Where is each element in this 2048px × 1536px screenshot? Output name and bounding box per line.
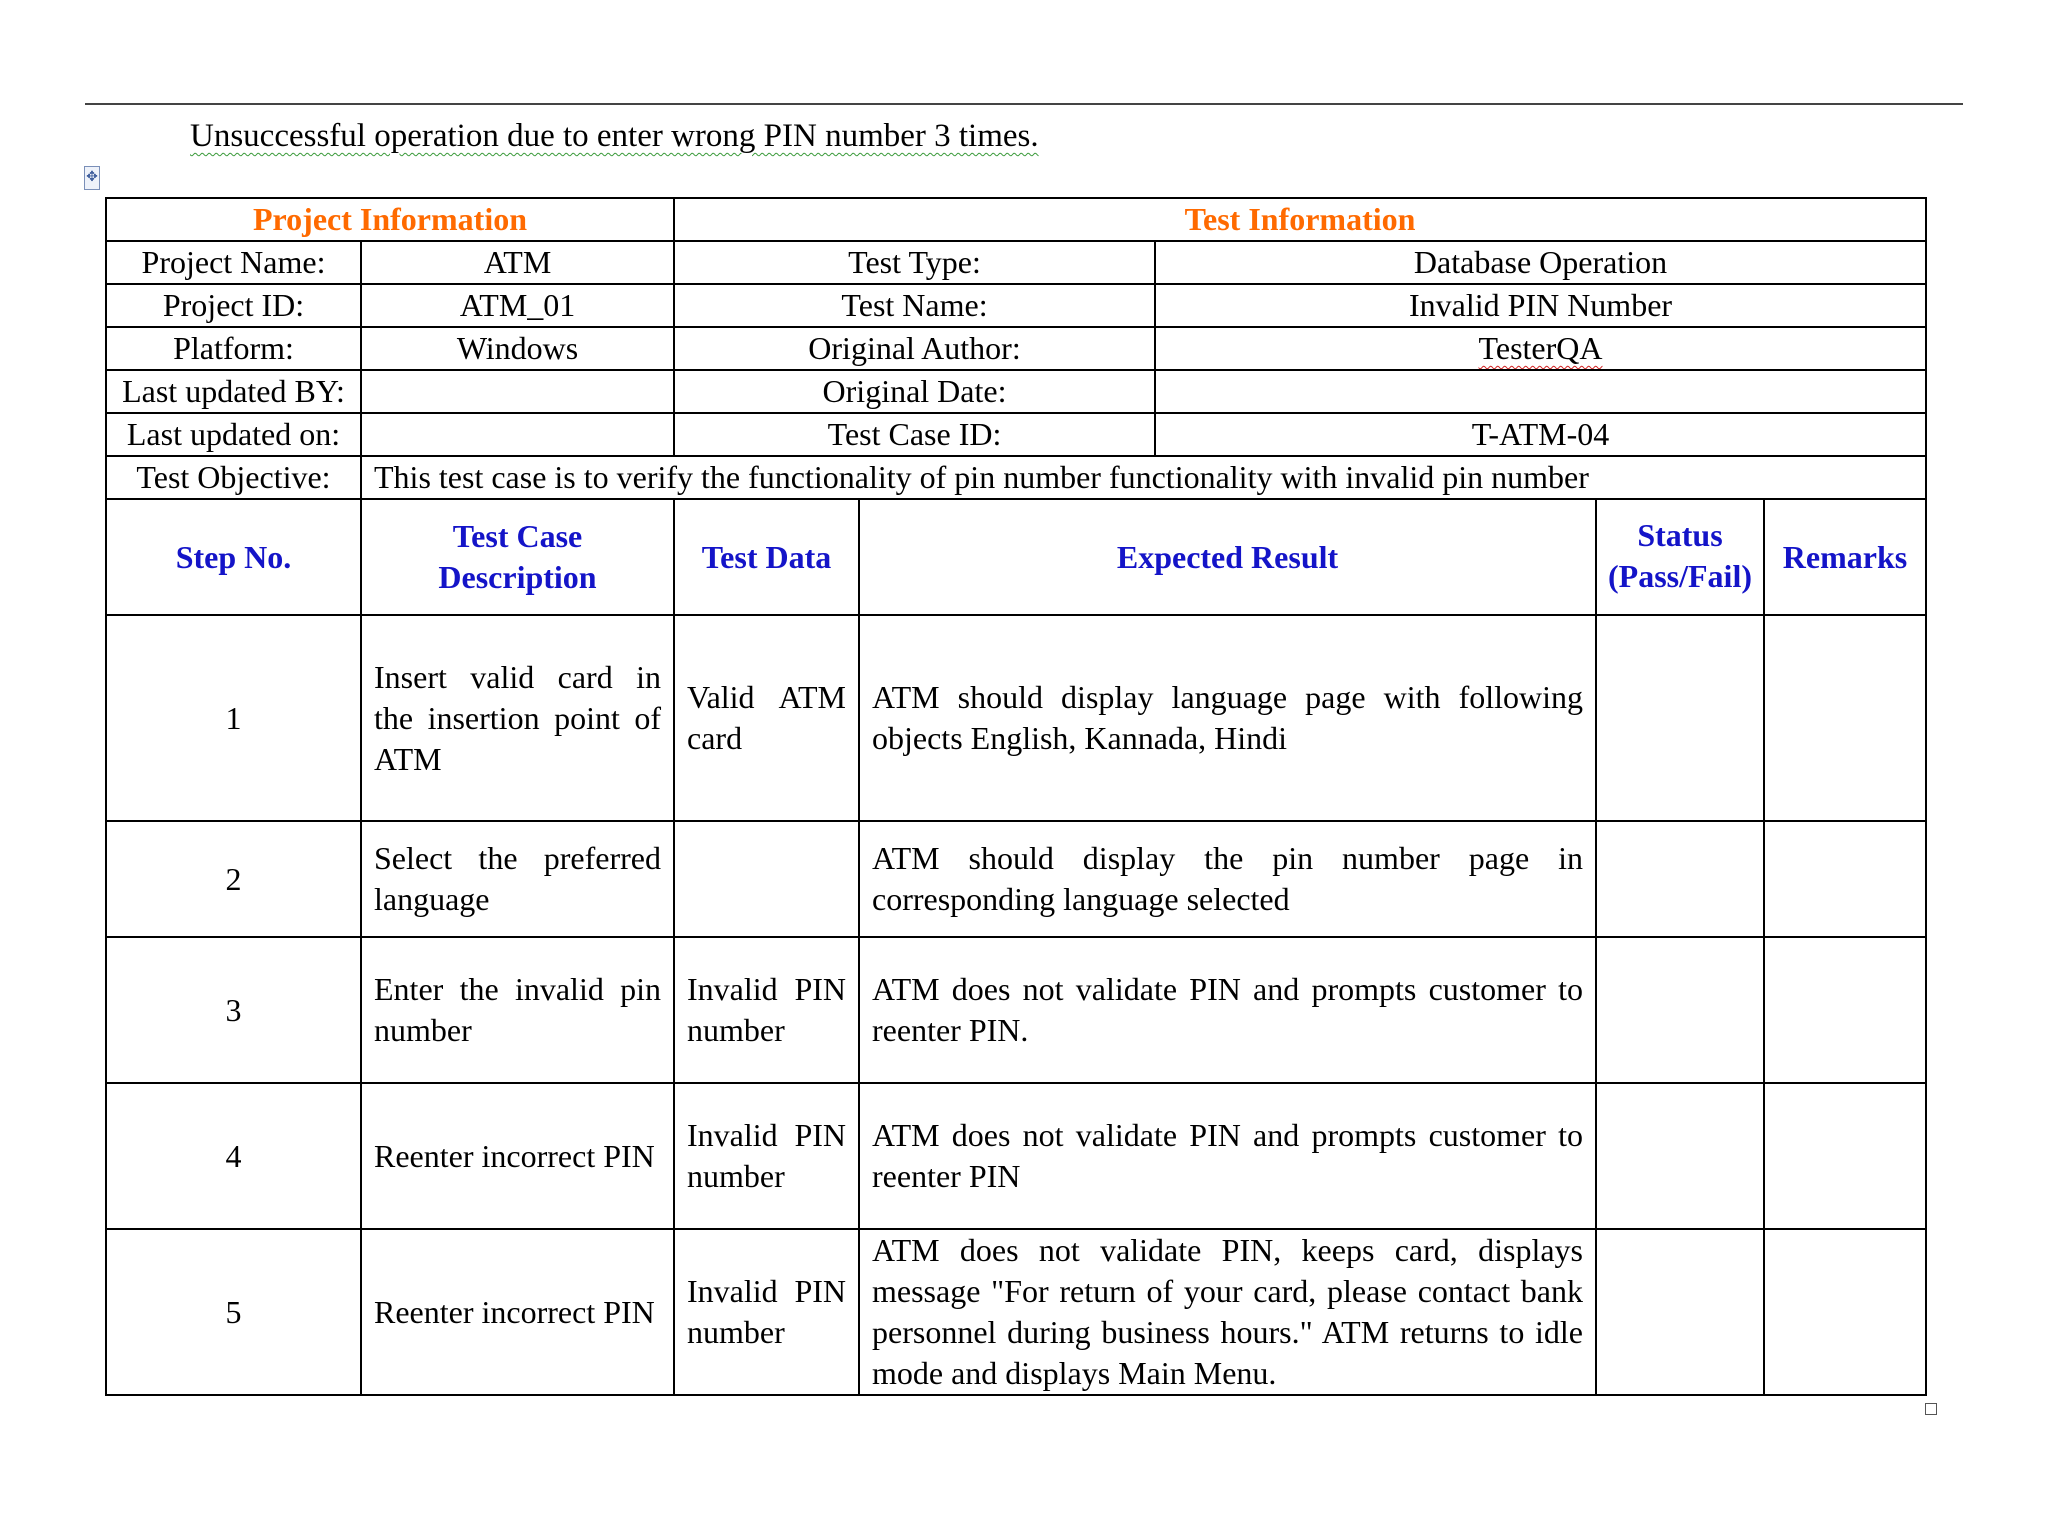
section-header-row: [106, 198, 1926, 241]
step-description: Select the preferred language: [361, 821, 674, 937]
column-header-test-data: Test Data: [674, 499, 859, 615]
original-author-label: Original Author:: [674, 327, 1155, 370]
project-id-label: Project ID:: [106, 284, 361, 327]
step-number: 5: [106, 1229, 361, 1395]
step-remarks: [1764, 615, 1926, 821]
table-row: [106, 937, 1926, 1083]
section-project-information: Project Information: [106, 198, 674, 241]
step-remarks: [1764, 821, 1926, 937]
step-expected-result: ATM should display the pin number page in corresponding language selected: [859, 821, 1596, 937]
step-test-data: Invalid PIN number: [674, 1083, 859, 1229]
last-updated-by-value: [361, 370, 674, 413]
project-name-value: ATM: [361, 241, 674, 284]
step-status: [1596, 937, 1764, 1083]
last-updated-on-label: Last updated on:: [106, 413, 361, 456]
table-resize-handle[interactable]: [1925, 1403, 1937, 1415]
table-move-handle-icon[interactable]: ✥: [84, 166, 100, 190]
step-remarks: [1764, 1229, 1926, 1395]
test-case-id-label: Test Case ID:: [674, 413, 1155, 456]
test-case-table: [105, 197, 1927, 1396]
step-remarks: [1764, 1083, 1926, 1229]
step-number: 3: [106, 937, 361, 1083]
platform-value: Windows: [361, 327, 674, 370]
original-date-value: [1155, 370, 1926, 413]
step-description: Reenter incorrect PIN: [361, 1229, 674, 1395]
last-updated-on-value: [361, 413, 674, 456]
table-row: [106, 821, 1926, 937]
test-objective-label: Test Objective:: [106, 456, 361, 499]
test-objective-value: This test case is to verify the functionality of pin number functionality with invalid pin number: [361, 456, 1926, 499]
info-row: [106, 241, 1926, 284]
column-header-step-no: Step No.: [106, 499, 361, 615]
column-header-expected-result: Expected Result: [859, 499, 1596, 615]
test-name-label: Test Name:: [674, 284, 1155, 327]
step-description: Insert valid card in the insertion point of ATM: [361, 615, 674, 821]
table-row: [106, 615, 1926, 821]
test-case-id-value: T-ATM-04: [1155, 413, 1926, 456]
column-header-status: Status (Pass/Fail): [1596, 499, 1764, 615]
step-status: [1596, 821, 1764, 937]
original-author-cell: [1155, 327, 1926, 370]
step-description: Reenter incorrect PIN: [361, 1083, 674, 1229]
column-header-remarks: Remarks: [1764, 499, 1926, 615]
info-row: [106, 370, 1926, 413]
test-name-value: Invalid PIN Number: [1155, 284, 1926, 327]
project-name-label: Project Name:: [106, 241, 361, 284]
section-test-information: Test Information: [674, 198, 1926, 241]
steps-header-row: [106, 499, 1926, 615]
document-caption: Unsuccessful operation due to enter wrong PIN number 3 times.: [190, 118, 1039, 154]
step-test-data: Invalid PIN number: [674, 1229, 859, 1395]
step-status: [1596, 1229, 1764, 1395]
info-row: [106, 413, 1926, 456]
step-remarks: [1764, 937, 1926, 1083]
project-id-value: ATM_01: [361, 284, 674, 327]
info-row: [106, 284, 1926, 327]
table-row: [106, 1083, 1926, 1229]
step-expected-result: ATM does not validate PIN and prompts customer to reenter PIN: [859, 1083, 1596, 1229]
step-test-data: [674, 821, 859, 937]
header-rule: [85, 103, 1963, 105]
step-test-data: Valid ATM card: [674, 615, 859, 821]
table-row: [106, 1229, 1926, 1395]
step-status: [1596, 615, 1764, 821]
original-date-label: Original Date:: [674, 370, 1155, 413]
step-expected-result: ATM does not validate PIN and prompts customer to reenter PIN.: [859, 937, 1596, 1083]
original-author-value: TesterQA: [1478, 330, 1603, 366]
info-row: [106, 327, 1926, 370]
last-updated-by-label: Last updated BY:: [106, 370, 361, 413]
test-type-value: Database Operation: [1155, 241, 1926, 284]
step-number: 4: [106, 1083, 361, 1229]
step-description: Enter the invalid pin number: [361, 937, 674, 1083]
step-expected-result: ATM does not validate PIN, keeps card, displays message "For return of your card, please contact bank personnel during business hours." ATM returns to idle mode and displays Main Menu.: [859, 1229, 1596, 1395]
column-header-description: Test Case Description: [361, 499, 674, 615]
step-expected-result: ATM should display language page with following objects English, Kannada, Hindi: [859, 615, 1596, 821]
step-number: 1: [106, 615, 361, 821]
platform-label: Platform:: [106, 327, 361, 370]
step-test-data: Invalid PIN number: [674, 937, 859, 1083]
step-status: [1596, 1083, 1764, 1229]
test-type-label: Test Type:: [674, 241, 1155, 284]
info-row: [106, 456, 1926, 499]
step-number: 2: [106, 821, 361, 937]
